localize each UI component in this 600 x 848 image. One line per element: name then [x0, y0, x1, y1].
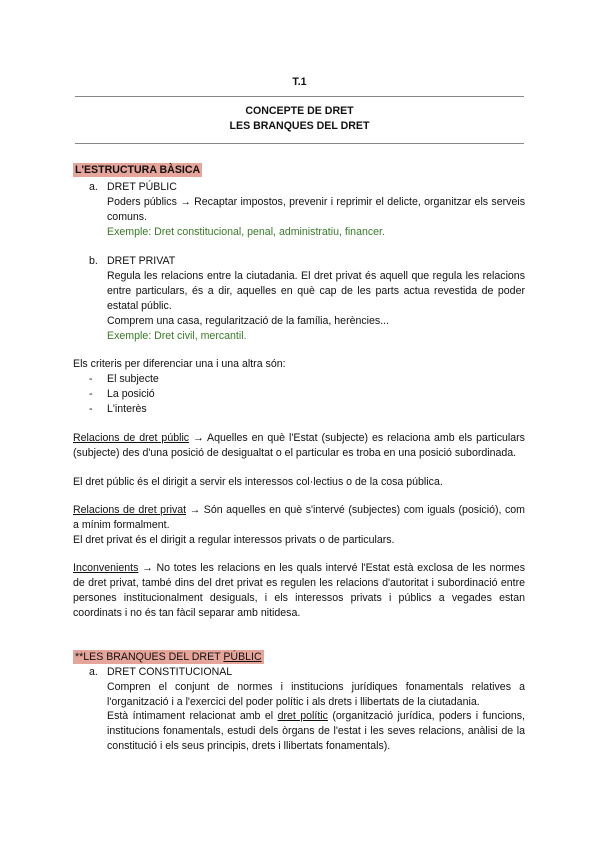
constitutional-law-body: Compren el conjunt de normes i institucions jurídiques fonamentals relatives a l'organització i a l'exercici del poder polític i als drets i llibertats de la ciutadania. — [107, 681, 525, 708]
drawbacks-text: → No totes les relacions en les quals intervé l'Estat està exclosa de les normes de dret privat, també dins del dret privat es regulen les relacions d'autoritat i subordinació entre persones institucionalment desiguals, i els interessos privats i públics a vegades estan coordinats i no és tan fàcil separar amb nitidesa. — [73, 562, 525, 619]
public-law-title: DRET PÚBLIC — [107, 181, 177, 193]
body2-post: (organització jurídica, poders i funcions, institucions fonamentals, estudi dels òrgans de l'estat i les seves relacions, anàlisi de la constitució i els seus principis, drets i llibertats fonamentals). — [107, 710, 526, 752]
section-heading-text: L'ESTRUCTURA BÀSICA — [75, 164, 201, 176]
constitutional-law-title: DRET CONSTITUCIONAL — [107, 666, 233, 678]
public-law-example: Exemple: Dret constitucional, penal, administratiu, financer. — [107, 226, 385, 238]
public-relations-text: → Aquelles en què l'Estat (subjecte) es relaciona amb els particulars (subjecte) des d'una posició de desigualtat o el particular es troba en una posició subordinada. — [73, 432, 525, 459]
public-law-body: Poders públics → Recaptar impostos, prevenir i reprimir el delicte, organitzar els serveis comuns. — [107, 196, 525, 223]
page-title-line2: LES BRANQUES DEL DRET — [229, 120, 370, 132]
body2-pre: Està íntimament relacionat amb el — [107, 710, 278, 722]
private-law-body2: Comprem una casa, regularització de la família, herències... — [107, 315, 390, 327]
section-heading-public-branches — [73, 650, 264, 665]
drawbacks-term: Inconvenients — [73, 562, 139, 574]
private-law-title: DRET PRIVAT — [107, 255, 176, 267]
section2-heading-prefix: **LES BRANQUES DEL DRET — [75, 651, 224, 663]
criteria-dash: - — [89, 403, 93, 415]
drawbacks-paragraph — [73, 561, 525, 621]
private-relations-term: Relacions de dret privat — [73, 504, 187, 516]
private-relations-paragraph — [73, 503, 525, 533]
public-relations-paragraph — [73, 431, 525, 461]
list-marker-b: b. — [89, 255, 98, 267]
bottom-rule — [75, 143, 524, 144]
criteria-dash: - — [89, 373, 93, 385]
section-heading-basic-structure — [73, 163, 202, 178]
private-law-body: Regula les relacions entre la ciutadania. El dret privat és aquell que regula les relacions entre particulars, és a dir, aquelles en què cap de les parts actua revestida de poder estatal públic. — [107, 270, 525, 312]
topic-number: T.1 — [292, 76, 307, 88]
top-rule — [75, 96, 524, 97]
criteria-dash: - — [89, 388, 93, 400]
page-title-line1: CONCEPTE DE DRET — [245, 105, 354, 117]
criteria-item: La posició — [107, 388, 155, 400]
constitutional-law-body2 — [107, 709, 525, 754]
list-marker-a: a. — [89, 666, 98, 678]
criteria-item: El subjecte — [107, 373, 159, 385]
private-relations-text2: El dret privat és el dirigit a regular interessos privats o de particulars. — [73, 534, 395, 546]
criteria-item: L'interès — [107, 403, 147, 415]
public-relations-term: Relacions de dret públic — [73, 432, 190, 444]
private-law-example: Exemple: Dret civil, mercantil. — [107, 330, 247, 342]
private-relations-text: → Són aquelles en què s'intervé (subjectes) com iguals (posició), com a mínim formalment. — [73, 504, 525, 531]
public-relations-text2: El dret públic és el dirigit a servir els interessos col·lectius o de la cosa pública. — [73, 476, 443, 488]
criteria-intro: Els criteris per diferenciar una i una altra són: — [73, 358, 286, 370]
political-law-term: dret polític — [277, 710, 328, 722]
section2-heading-underlined: PÚBLIC — [223, 651, 262, 663]
list-marker-a: a. — [89, 181, 98, 193]
